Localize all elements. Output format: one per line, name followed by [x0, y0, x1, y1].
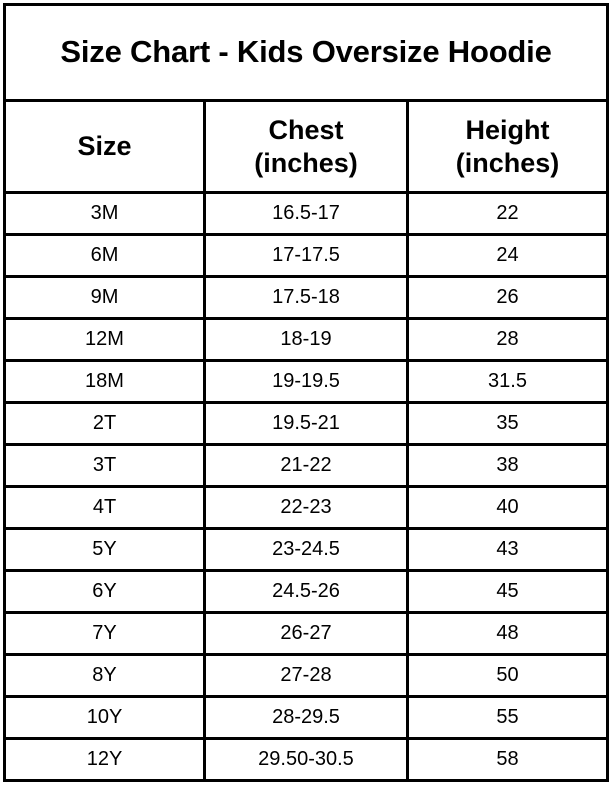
cell-height: 22 — [408, 193, 608, 235]
cell-chest: 18-19 — [205, 319, 408, 361]
cell-size: 3M — [5, 193, 205, 235]
cell-chest: 17-17.5 — [205, 235, 408, 277]
cell-height: 28 — [408, 319, 608, 361]
table-row — [5, 193, 608, 235]
table-row — [5, 235, 608, 277]
cell-size: 7Y — [5, 613, 205, 655]
table-row — [5, 445, 608, 487]
cell-size: 4T — [5, 487, 205, 529]
cell-chest: 16.5-17 — [205, 193, 408, 235]
cell-chest: 28-29.5 — [205, 697, 408, 739]
cell-size: 9M — [5, 277, 205, 319]
cell-height: 50 — [408, 655, 608, 697]
column-header-height: Height (inches) — [408, 101, 608, 193]
cell-height: 26 — [408, 277, 608, 319]
page-title: Size Chart - Kids Oversize Hoodie — [5, 5, 608, 101]
title-row — [5, 5, 608, 101]
table-row — [5, 655, 608, 697]
cell-chest: 21-22 — [205, 445, 408, 487]
cell-height: 55 — [408, 697, 608, 739]
cell-chest: 26-27 — [205, 613, 408, 655]
size-chart-table — [3, 3, 609, 782]
cell-size: 8Y — [5, 655, 205, 697]
column-header-row — [5, 101, 608, 193]
table-row — [5, 361, 608, 403]
cell-chest: 19-19.5 — [205, 361, 408, 403]
cell-height: 31.5 — [408, 361, 608, 403]
cell-chest: 17.5-18 — [205, 277, 408, 319]
table-row — [5, 319, 608, 361]
cell-height: 24 — [408, 235, 608, 277]
cell-size: 5Y — [5, 529, 205, 571]
table-row — [5, 403, 608, 445]
cell-size: 2T — [5, 403, 205, 445]
table-row — [5, 487, 608, 529]
cell-height: 48 — [408, 613, 608, 655]
table-row — [5, 697, 608, 739]
cell-height: 43 — [408, 529, 608, 571]
cell-height: 35 — [408, 403, 608, 445]
cell-size: 18M — [5, 361, 205, 403]
cell-height: 38 — [408, 445, 608, 487]
cell-height: 40 — [408, 487, 608, 529]
cell-size: 12M — [5, 319, 205, 361]
cell-size: 10Y — [5, 697, 205, 739]
cell-chest: 29.50-30.5 — [205, 739, 408, 781]
cell-chest: 24.5-26 — [205, 571, 408, 613]
cell-size: 6M — [5, 235, 205, 277]
cell-height: 45 — [408, 571, 608, 613]
cell-chest: 19.5-21 — [205, 403, 408, 445]
table-row — [5, 739, 608, 781]
cell-chest: 27-28 — [205, 655, 408, 697]
table-header — [5, 5, 608, 193]
cell-chest: 22-23 — [205, 487, 408, 529]
cell-size: 6Y — [5, 571, 205, 613]
column-header-chest: Chest (inches) — [205, 101, 408, 193]
cell-size: 12Y — [5, 739, 205, 781]
cell-size: 3T — [5, 445, 205, 487]
column-header-size: Size — [5, 101, 205, 193]
cell-chest: 23-24.5 — [205, 529, 408, 571]
table-body — [5, 193, 608, 781]
table-row — [5, 613, 608, 655]
table-row — [5, 571, 608, 613]
table-row — [5, 529, 608, 571]
cell-height: 58 — [408, 739, 608, 781]
table-row — [5, 277, 608, 319]
